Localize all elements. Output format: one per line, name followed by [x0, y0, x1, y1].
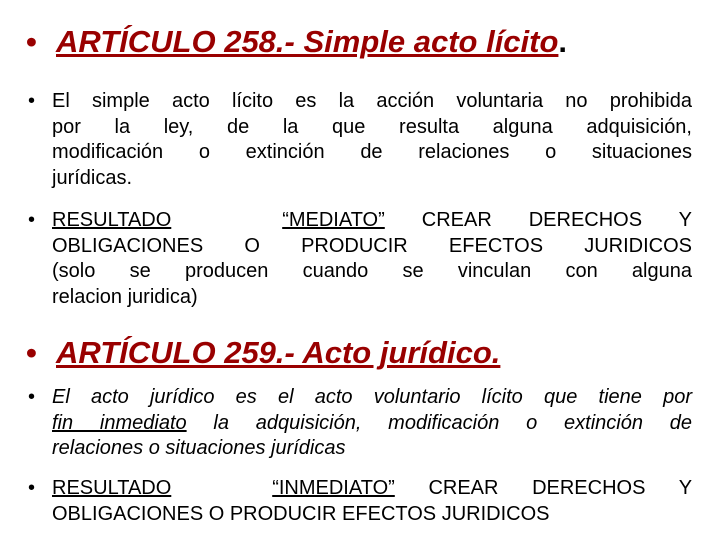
bullet: • [28, 477, 36, 499]
fin-inmediato-underlined: fin inmediato [52, 411, 187, 434]
heading-text: ARTÍCULO 259.- Acto jurídico. [56, 335, 501, 370]
paragraph-simple-acto [28, 89, 692, 191]
bullet: • [26, 335, 37, 370]
paragraph-line: relacion juridica) [52, 285, 198, 308]
paragraph-line [52, 208, 692, 234]
paragraph-line: OBLIGACIONES O PRODUCIR EFECTOS JURIDICOS [52, 502, 550, 525]
paragraph-line [52, 411, 692, 437]
paragraph-line: modificación o extinción de relaciones o situaciones [52, 141, 692, 163]
paragraph-line: OBLIGACIONES O PRODUCIR EFECTOS JURIDICOS [52, 234, 692, 257]
paragraph-resultado-mediato [28, 208, 692, 310]
paragraph-line: jurídicas. [52, 166, 133, 189]
bullet: • [28, 386, 36, 408]
paragraph-line: (solo se producen cuando se vinculan con alguna [52, 260, 692, 282]
bullet: • [28, 209, 36, 231]
line-rest: la adquisición, modificación o extinción de [213, 411, 692, 434]
paragraph-resultado-inmediato [28, 476, 692, 527]
paragraph-line: por la ley, de la que resulta alguna adquisición, [52, 115, 692, 138]
heading-suffix: . [558, 24, 568, 59]
paragraph-line: El acto jurídico es el acto voluntario lícito que tiene por [52, 386, 692, 408]
paragraph-line: relaciones o situaciones jurídicas [52, 437, 346, 459]
paragraph-acto-juridico [28, 385, 692, 462]
resultado-label: RESULTADO [52, 209, 172, 231]
paragraph-line: El simple acto lícito es la acción voluntaria no prohibida [52, 90, 692, 112]
mediato-tag: “MEDIATO” [282, 209, 385, 231]
line-rest: CREAR DERECHOS Y [421, 209, 693, 231]
resultado-label: RESULTADO [52, 477, 172, 499]
bullet: • [28, 90, 36, 112]
line-rest: CREAR DERECHOS Y [428, 477, 693, 499]
paragraph-line [52, 476, 692, 502]
bullet: • [26, 24, 37, 59]
heading-articulo-259 [26, 336, 706, 370]
heading-articulo-258 [26, 25, 706, 59]
inmediato-tag: “INMEDIATO” [272, 477, 395, 499]
heading-text: ARTÍCULO 258.- Simple acto lícito [56, 24, 559, 59]
